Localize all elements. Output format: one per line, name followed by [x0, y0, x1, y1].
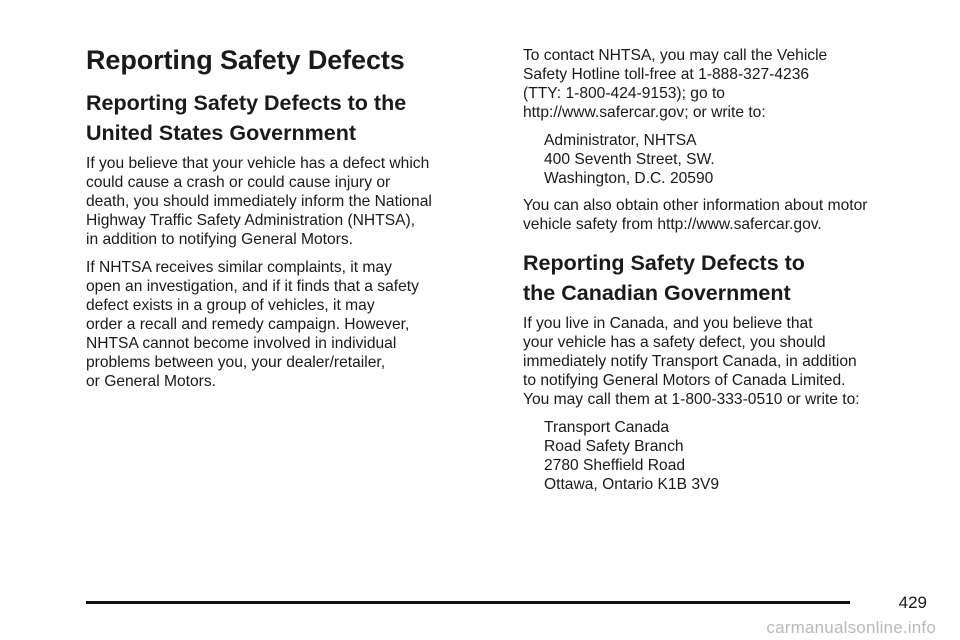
heading-line: Reporting Safety Defects to the [86, 91, 407, 115]
text-line: your vehicle has a safety defect, you should [523, 334, 826, 351]
address-line: Transport Canada [544, 419, 670, 436]
defect-inform-paragraph [86, 154, 496, 249]
heading-line: Reporting Safety Defects to [523, 251, 805, 275]
text-line: You can also obtain other information about motor [523, 197, 868, 214]
text-line: problems between you, your dealer/retailer, [86, 354, 386, 371]
address-line: Ottawa, Ontario K1B 3V9 [544, 476, 720, 493]
text-line: If you live in Canada, and you believe that [523, 315, 813, 332]
text-line: to notifying General Motors of Canada Limited. [523, 372, 846, 389]
left-column [86, 40, 496, 400]
text-line: If you believe that your vehicle has a defect which [86, 155, 430, 172]
text-line: (TTY: 1-800-424-9153); go to [523, 85, 725, 102]
page-number: 429 [898, 593, 927, 612]
text-line: death, you should immediately inform the National [86, 193, 432, 210]
heading-line: the Canadian Government [523, 281, 791, 305]
text-line: http://www.safercar.gov; or write to: [523, 104, 766, 121]
right-column [523, 46, 943, 502]
nhtsa-address [544, 131, 943, 188]
text-line: Highway Traffic Safety Administration (NHTSA), [86, 212, 416, 229]
text-line: You may call them at 1-800-333-0510 or write to: [523, 391, 860, 408]
nhtsa-contact-paragraph [523, 46, 943, 122]
nhtsa-investigation-paragraph [86, 258, 496, 391]
text-line: open an investigation, and if it finds that a safety [86, 278, 419, 295]
safercar-info-paragraph [523, 196, 943, 234]
text-line: Safety Hotline toll-free at 1-888-327-4236 [523, 66, 810, 83]
address-line: Road Safety Branch [544, 438, 684, 455]
transport-canada-address [544, 418, 943, 494]
watermark: carmanualsonline.info [766, 618, 936, 637]
text-line: defect exists in a group of vehicles, it may [86, 297, 375, 314]
text-line: NHTSA cannot become involved in individual [86, 335, 397, 352]
text-line: To contact NHTSA, you may call the Vehicle [523, 47, 828, 64]
text-line: could cause a crash or could cause injury or [86, 174, 391, 191]
address-line: Administrator, NHTSA [544, 132, 697, 149]
page-title: Reporting Safety Defects [86, 45, 405, 75]
text-line: order a recall and remedy campaign. However, [86, 316, 410, 333]
address-line: 2780 Sheffield Road [544, 457, 686, 474]
address-line: Washington, D.C. 20590 [544, 170, 714, 187]
address-line: 400 Seventh Street, SW. [544, 151, 715, 168]
text-line: in addition to notifying General Motors. [86, 231, 353, 248]
text-line: vehicle safety from http://www.safercar.gov. [523, 216, 822, 233]
text-line: If NHTSA receives similar complaints, it may [86, 259, 392, 276]
canadian-government-heading [523, 248, 943, 308]
text-line: immediately notify Transport Canada, in addition [523, 353, 857, 370]
heading-line: United States Government [86, 121, 356, 145]
text-line: or General Motors. [86, 373, 216, 390]
footer-rule [86, 601, 850, 604]
canada-notify-paragraph [523, 314, 943, 409]
us-government-heading [86, 88, 496, 148]
